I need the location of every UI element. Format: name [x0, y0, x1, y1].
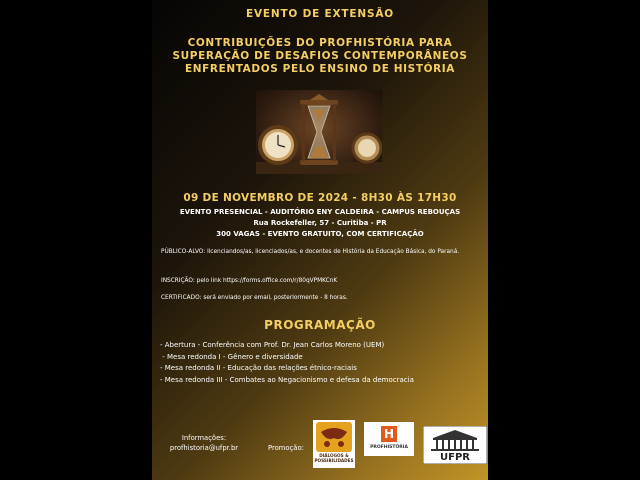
program-heading: PROGRAMAÇÃO — [264, 318, 376, 332]
event-type-heading: EVENTO DE EXTENSÃO — [246, 8, 394, 20]
hourglass-clock-photo — [256, 90, 382, 174]
event-title-line: CONTRIBUIÇÕES DO PROFHISTÓRIA PARA — [187, 37, 453, 49]
promotion-label: Promoção: — [268, 444, 304, 452]
program-item: - Mesa redonda II - Educação das relações étnico-raciais — [160, 364, 357, 372]
event-venue: EVENTO PRESENCIAL - AUDITÓRIO ENY CALDEIRA - CAMPUS REBOUÇAS — [179, 208, 461, 216]
event-date: 09 DE NOVEMBRO DE 2024 - 8H30 ÀS 17H30 — [183, 192, 457, 204]
event-address: Rua Rockefeller, 57 - Curitiba - PR — [253, 219, 387, 227]
profhistoria-logo-text: PROFHISTÓRIA — [370, 445, 408, 450]
profhistoria-logo — [364, 422, 414, 456]
dialogos-possibilidades-logo — [313, 420, 355, 468]
hourglass-illustration — [256, 90, 382, 174]
certificate-text: CERTIFICADO: será enviado por email, posteriormente - 8 horas. — [161, 295, 348, 301]
program-item: - Abertura - Conferência com Prof. Dr. Jean Carlos Moreno (UEM) — [160, 341, 385, 349]
ufpr-logo-text: UFPR — [440, 452, 470, 463]
profhistoria-h-mark: H — [381, 426, 397, 442]
event-title-line: ENFRENTADOS PELO ENSINO DE HISTÓRIA — [184, 63, 456, 75]
info-label: Informações: — [181, 434, 227, 442]
program-list — [160, 340, 484, 386]
info-email: profhistoria@ufpr.br — [169, 444, 239, 452]
event-title-line: SUPERAÇÃO DE DESAFIOS CONTEMPORÂNEOS — [172, 50, 468, 62]
dialogos-logo-text: DIÁLOGOS & POSSIBILIDADES — [314, 453, 354, 463]
target-audience-text: PÚBLICO-ALVO: licenciandos/as, licenciados/as, e docentes de História da Educação Básica, do Paraná. — [161, 249, 460, 255]
contact-info — [164, 433, 244, 453]
program-item: - Mesa redonda III - Combates ao Negacionismo e defesa da democracia — [160, 375, 414, 384]
event-title — [152, 37, 488, 76]
registration-text: INSCRIÇÃO: pelo link https://forms.office.com/r/80qVPMKCnK — [161, 278, 338, 284]
program-item: - Mesa redonda I - Gênero e diversidade — [160, 352, 303, 361]
event-vacancies: 300 VAGAS - EVENTO GRATUITO, COM CERTIFICAÇÃO — [216, 230, 424, 238]
event-poster — [152, 0, 488, 480]
ufpr-logo — [423, 426, 487, 464]
